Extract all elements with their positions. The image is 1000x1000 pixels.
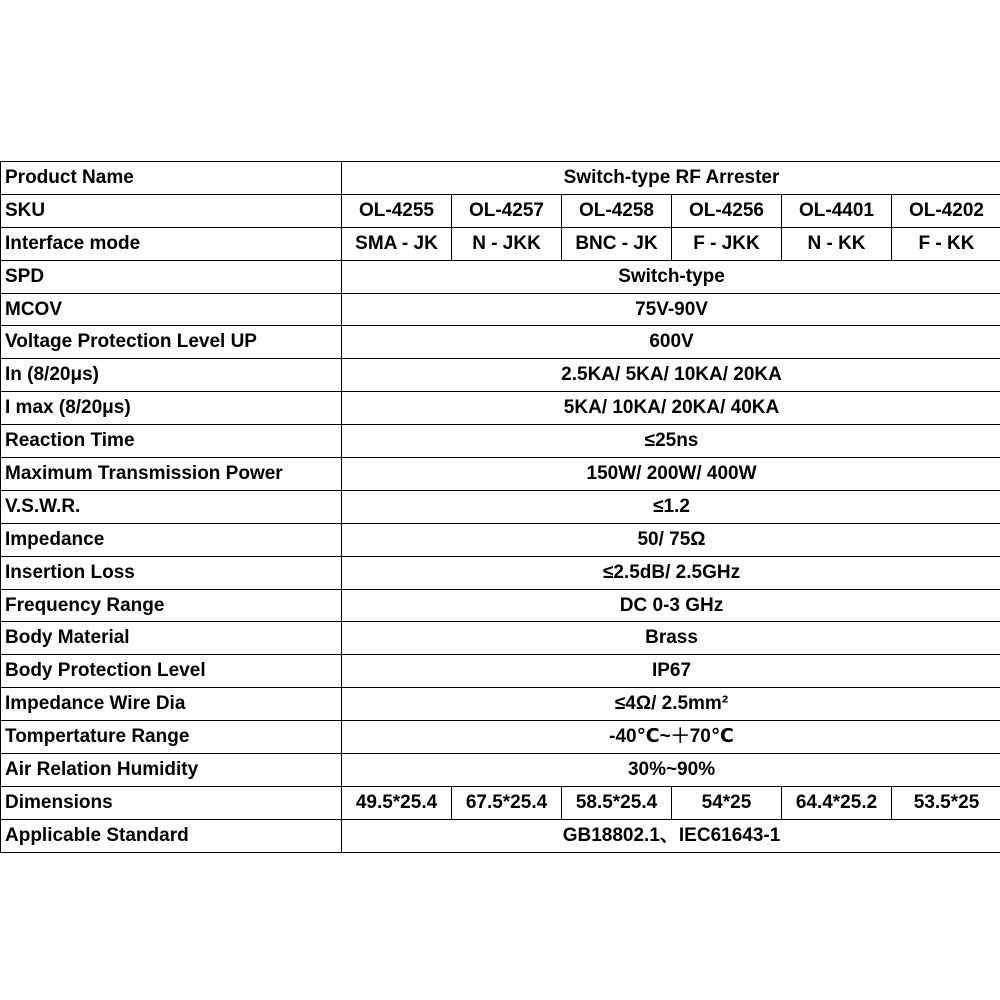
row-label: I max (8/20μs): [1, 392, 342, 425]
row-spec: [1, 260, 1000, 293]
dimension-cell: 67.5*25.4: [452, 786, 562, 819]
row-spec: [1, 589, 1000, 622]
spec-value: 5KA/ 10KA/ 20KA/ 40KA: [342, 392, 1000, 425]
row-spec: [1, 458, 1000, 491]
spec-value: -40℃~＋70℃: [342, 721, 1000, 754]
spec-value: ≤2.5dB/ 2.5GHz: [342, 556, 1000, 589]
spec-value: 75V-90V: [342, 293, 1000, 326]
spec-value: 2.5KA/ 5KA/ 10KA/ 20KA: [342, 359, 1000, 392]
sku-cell: OL-4258: [562, 194, 672, 227]
row-label: Air Relation Humidity: [1, 754, 342, 787]
row-label: Dimensions: [1, 786, 342, 819]
row-label: Interface mode: [1, 227, 342, 260]
spec-value: ≤1.2: [342, 490, 1000, 523]
row-spec: [1, 622, 1000, 655]
row-label: Tompertature Range: [1, 721, 342, 754]
row-spec: [1, 392, 1000, 425]
spec-value: 150W/ 200W/ 400W: [342, 458, 1000, 491]
row-label: Voltage Protection Level UP: [1, 326, 342, 359]
row-spec: [1, 359, 1000, 392]
sku-cell: OL-4255: [342, 194, 452, 227]
row-label: Body Material: [1, 622, 342, 655]
row-spec: [1, 655, 1000, 688]
row-label: Maximum Transmission Power: [1, 458, 342, 491]
interface-cell: N - JKK: [452, 227, 562, 260]
spec-value: 50/ 75Ω: [342, 523, 1000, 556]
row-label: MCOV: [1, 293, 342, 326]
sku-cell: OL-4202: [892, 194, 1000, 227]
spec-table: [0, 161, 1000, 853]
interface-cell: SMA - JK: [342, 227, 452, 260]
spec-value: 30%~90%: [342, 754, 1000, 787]
row-label: Applicable Standard: [1, 819, 342, 852]
row-label: SKU: [1, 194, 342, 227]
row-label: Body Protection Level: [1, 655, 342, 688]
dimension-cell: 58.5*25.4: [562, 786, 672, 819]
interface-cell: N - KK: [782, 227, 892, 260]
sku-cell: OL-4401: [782, 194, 892, 227]
row-applicable-standard: [1, 819, 1000, 852]
spec-value: 600V: [342, 326, 1000, 359]
row-spec: [1, 721, 1000, 754]
interface-cell: BNC - JK: [562, 227, 672, 260]
row-label: In (8/20μs): [1, 359, 342, 392]
dimension-cell: 53.5*25: [892, 786, 1000, 819]
row-label: Impedance Wire Dia: [1, 688, 342, 721]
sku-cell: OL-4257: [452, 194, 562, 227]
row-dimensions: [1, 786, 1000, 819]
row-spec: [1, 754, 1000, 787]
standard-value: GB18802.1、IEC61643-1: [342, 819, 1000, 852]
row-spec: [1, 688, 1000, 721]
spec-value: IP67: [342, 655, 1000, 688]
interface-cell: F - JKK: [672, 227, 782, 260]
product-name-value: Switch-type RF Arrester: [342, 162, 1000, 195]
row-interface-mode: [1, 227, 1000, 260]
row-label: Product Name: [1, 162, 342, 195]
row-spec: [1, 293, 1000, 326]
dimension-cell: 64.4*25.2: [782, 786, 892, 819]
spec-value: ≤25ns: [342, 425, 1000, 458]
row-spec: [1, 425, 1000, 458]
row-label: SPD: [1, 260, 342, 293]
spec-value: Switch-type: [342, 260, 1000, 293]
row-label: Frequency Range: [1, 589, 342, 622]
spec-value: DC 0-3 GHz: [342, 589, 1000, 622]
dimension-cell: 49.5*25.4: [342, 786, 452, 819]
row-product-name: [1, 162, 1000, 195]
row-spec: [1, 523, 1000, 556]
row-label: Impedance: [1, 523, 342, 556]
dimension-cell: 54*25: [672, 786, 782, 819]
row-sku: [1, 194, 1000, 227]
row-spec: [1, 326, 1000, 359]
row-label: Reaction Time: [1, 425, 342, 458]
spec-value: ≤4Ω/ 2.5mm²: [342, 688, 1000, 721]
sku-cell: OL-4256: [672, 194, 782, 227]
interface-cell: F - KK: [892, 227, 1000, 260]
row-label: V.S.W.R.: [1, 490, 342, 523]
row-label: Insertion Loss: [1, 556, 342, 589]
row-spec: [1, 556, 1000, 589]
row-spec: [1, 490, 1000, 523]
spec-value: Brass: [342, 622, 1000, 655]
